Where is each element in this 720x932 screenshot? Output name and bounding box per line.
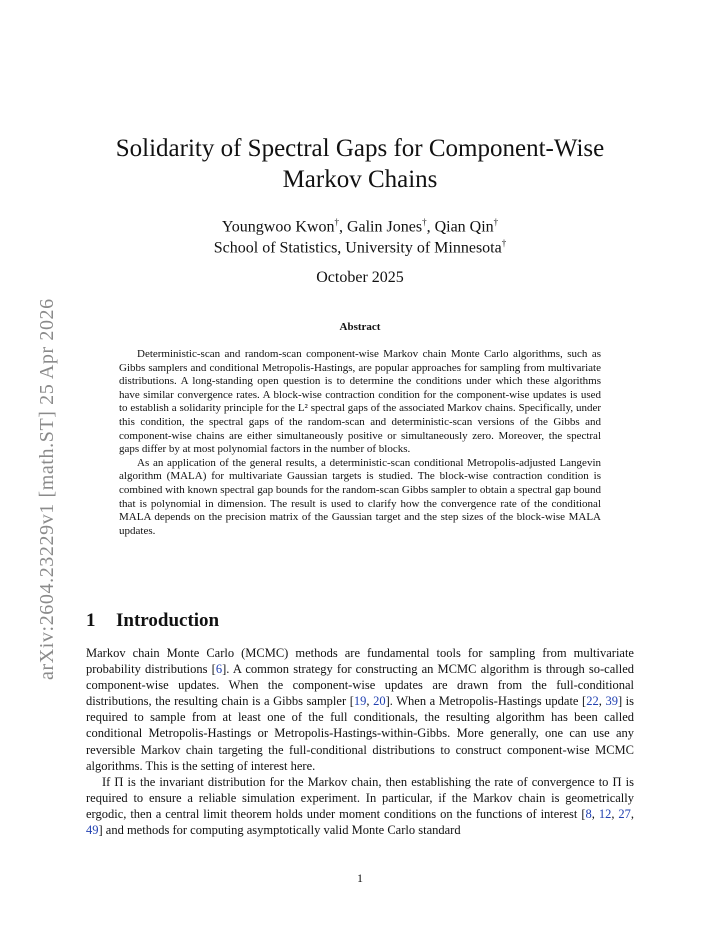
paper-title: Solidarity of Spectral Gaps for Component-Wise Markov Chains xyxy=(115,135,605,193)
citation-link[interactable]: 19 xyxy=(353,694,367,709)
citation-link[interactable]: 8 xyxy=(585,806,592,821)
citation-link[interactable]: 12 xyxy=(598,806,612,821)
citation-link[interactable]: 27 xyxy=(618,806,631,821)
affiliation-line xyxy=(80,233,640,258)
author-name: Youngwoo Kwon xyxy=(221,218,335,236)
arxiv-identifier: arXiv:2604.23229v1 [math.ST] 25 Apr 2026 xyxy=(36,298,58,680)
paper-date: October 2025 xyxy=(316,269,404,286)
body-text xyxy=(86,645,634,838)
section-heading xyxy=(86,610,219,632)
affiliation-mark: † xyxy=(501,238,507,248)
affiliation-mark: † xyxy=(334,217,339,227)
author-name: Qian Qin xyxy=(434,218,494,236)
affiliation-mark: † xyxy=(422,217,427,227)
page-number: 1 xyxy=(357,871,363,885)
abstract-heading: Abstract xyxy=(339,321,381,333)
citation-link[interactable]: 39 xyxy=(605,694,618,709)
section-title: Introduction xyxy=(116,610,220,631)
citation-link[interactable]: 6 xyxy=(215,662,223,677)
abstract-paragraph: As an application of the general results, a deterministic-scan conditional Metropolis-adjusted Langevin algorithm (MALA) for multivariate Gaussian targets is studied. The block-wise contraction condition is combined with known spectral gap bounds for the random-scan Gibbs sampler to obtain a spectral gap bound that is polynomial in dimension. The result is used to clarify how the convergence rate of the conditional MALA depends on the precision matrix of the Gaussian target and the step sizes of the block-wise MALA updates. xyxy=(119,456,601,537)
affiliation-mark: † xyxy=(493,217,499,227)
body-paragraph: Markov chain Monte Carlo (MCMC) methods are fundamental tools for sampling from multivariate probability distributions [6]. A common strategy for constructing an MCMC algorithm is through so-called component-wise updates. When the component-wise updates are drawn from the full-conditional distributions, the resulting chain is a Gibbs sampler [19, 20]. When a Metropolis-Hastings update [22, 39] is required to sample from at least one of the full conditionals, the resulting algorithm has been called conditional Metropolis-Hastings or Metropolis-Hastings-within-Gibbs. More generally, one can use any reversible Markov chain targeting the full-conditional distributions to construct component-wise MCMC algorithms. This is the setting of interest here. xyxy=(86,646,635,773)
author-name: Galin Jones xyxy=(346,218,423,236)
citation-link[interactable]: 20 xyxy=(373,694,386,709)
author-line: Youngwoo Kwon†, Galin Jones†, Qian Qin† xyxy=(221,217,499,236)
body-paragraph: If Π is the invariant distribution for the Markov chain, then establishing the rate of convergence to Π is required to ensure a reliable simulation experiment. In particular, if the Markov chain is geometrically ergodic, then a central limit theorem holds under moment conditions on the functions of interest [8, 12, 27, 49] and methods for computing asymptotically valid Monte Carlo standard xyxy=(86,774,635,838)
arxiv-sidebar xyxy=(16,248,56,680)
section-number: 1 xyxy=(86,610,96,631)
abstract-paragraph: Deterministic-scan and random-scan component-wise Markov chain Monte Carlo algorithms, such as Gibbs samplers and conditional Metropolis-Hastings, are popular approaches for sampling from multivariate distributions. A long-standing open question is to determine the conditions under which these algorithms have similar convergence rates. A block-wise contraction condition for the component-wise updates is used to establish a solidarity principle for the L² spectral gaps of the associated Markov chains. Specifically, under this condition, the spectral gaps of the random-scan and deterministic-scan versions of the Gibbs and component-wise chains are either simultaneously positive or simultaneously zero. Moreover, the spectral gaps differ by at most polynomial factors in the number of blocks. xyxy=(119,348,601,456)
citation-link[interactable]: 22 xyxy=(586,694,599,709)
affiliation: School of Statistics, University of Minnesota xyxy=(213,239,502,257)
abstract xyxy=(119,348,601,538)
citation-link[interactable]: 49 xyxy=(86,823,99,838)
